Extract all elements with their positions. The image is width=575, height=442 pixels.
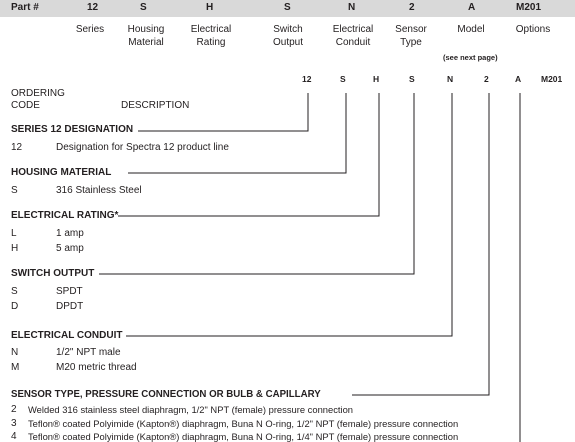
section-rating-title: ELECTRICAL RATING* — [11, 210, 119, 221]
code-housing: S — [340, 74, 346, 84]
output-desc-2: DPDT — [56, 301, 84, 312]
code-output: S — [409, 74, 415, 84]
code-model: A — [515, 74, 522, 84]
rating-desc-1: 1 amp — [56, 228, 84, 239]
code-conduit: N — [447, 74, 454, 84]
sub-conduit: Electrical Conduit — [332, 24, 374, 48]
header-cell-series: 12 — [87, 2, 99, 13]
header-cell-output: S — [284, 2, 291, 13]
connector-series — [138, 93, 308, 131]
rating-code-1: L — [11, 228, 17, 239]
sub-housing: Housing Material — [127, 24, 165, 48]
section-conduit-title: ELECTRICAL CONDUIT — [11, 330, 123, 341]
section-series-title: SERIES 12 DESIGNATION — [11, 124, 134, 135]
rating-desc-2: 5 amp — [56, 243, 84, 254]
rating-code-2: H — [11, 243, 19, 254]
conduit-desc-1: 1/2" NPT male — [56, 347, 121, 358]
code-rating: H — [373, 74, 380, 84]
sensor-code-3: 4 — [11, 431, 17, 442]
conduit-code-2: M — [11, 362, 20, 373]
header-cell-rating: H — [206, 2, 214, 13]
code-series: 12 — [302, 74, 312, 84]
output-desc-1: SPDT — [56, 286, 83, 297]
ordering-code-heading: ORDERING CODE — [11, 88, 65, 111]
header-cell-options: M201 — [516, 2, 542, 13]
sensor-code-1: 2 — [11, 404, 17, 415]
connector-sensor — [352, 93, 489, 395]
code-options: M201 — [541, 74, 563, 84]
sensor-desc-1: Welded 316 stainless steel diaphragm, 1/2" NPT (female) pressure connection — [28, 404, 354, 415]
part-label: Part # — [11, 2, 39, 13]
see-next-page-note: (see next page) — [443, 53, 498, 62]
sub-options: Options — [515, 24, 551, 35]
connector-conduit — [126, 93, 452, 336]
connector-housing — [128, 93, 346, 173]
section-output-title: SWITCH OUTPUT — [11, 268, 95, 279]
housing-desc: 316 Stainless Steel — [56, 185, 142, 196]
code-sensor: 2 — [484, 74, 489, 84]
sensor-desc-3: Teflon® coated Polyimide (Kapton®) diaphragm, Buna N O-ring, 1/4" NPT (female) pressure connection — [28, 431, 459, 442]
connector-output — [99, 93, 414, 274]
conduit-code-1: N — [11, 347, 19, 358]
series-code: 12 — [11, 142, 23, 153]
header-cell-model: A — [468, 2, 476, 13]
section-housing-title: HOUSING MATERIAL — [11, 167, 112, 178]
sub-rating: Electrical Rating — [190, 24, 232, 48]
housing-code: S — [11, 185, 18, 196]
header-cell-housing: S — [140, 2, 147, 13]
sensor-desc-2: Teflon® coated Polyimide (Kapton®) diaphragm, Buna N O-ring, 1/2" NPT (female) pressure connection — [28, 418, 459, 429]
description-heading: DESCRIPTION — [121, 100, 190, 111]
header-cell-sensor: 2 — [409, 2, 415, 13]
sub-sensor: Sensor Type — [395, 24, 427, 48]
sub-model: Model — [457, 24, 485, 35]
conduit-desc-2: M20 metric thread — [56, 362, 137, 373]
sub-series: Series — [75, 24, 105, 35]
sub-output: Switch Output — [272, 24, 304, 48]
section-sensor-title: SENSOR TYPE, PRESSURE CONNECTION OR BULB & CAPILLARY — [11, 389, 321, 400]
output-code-1: S — [11, 286, 18, 297]
connector-rating — [118, 93, 379, 216]
header-cell-conduit: N — [348, 2, 356, 13]
series-desc: Designation for Spectra 12 product line — [56, 142, 229, 153]
sensor-code-2: 3 — [11, 418, 17, 429]
output-code-2: D — [11, 301, 19, 312]
